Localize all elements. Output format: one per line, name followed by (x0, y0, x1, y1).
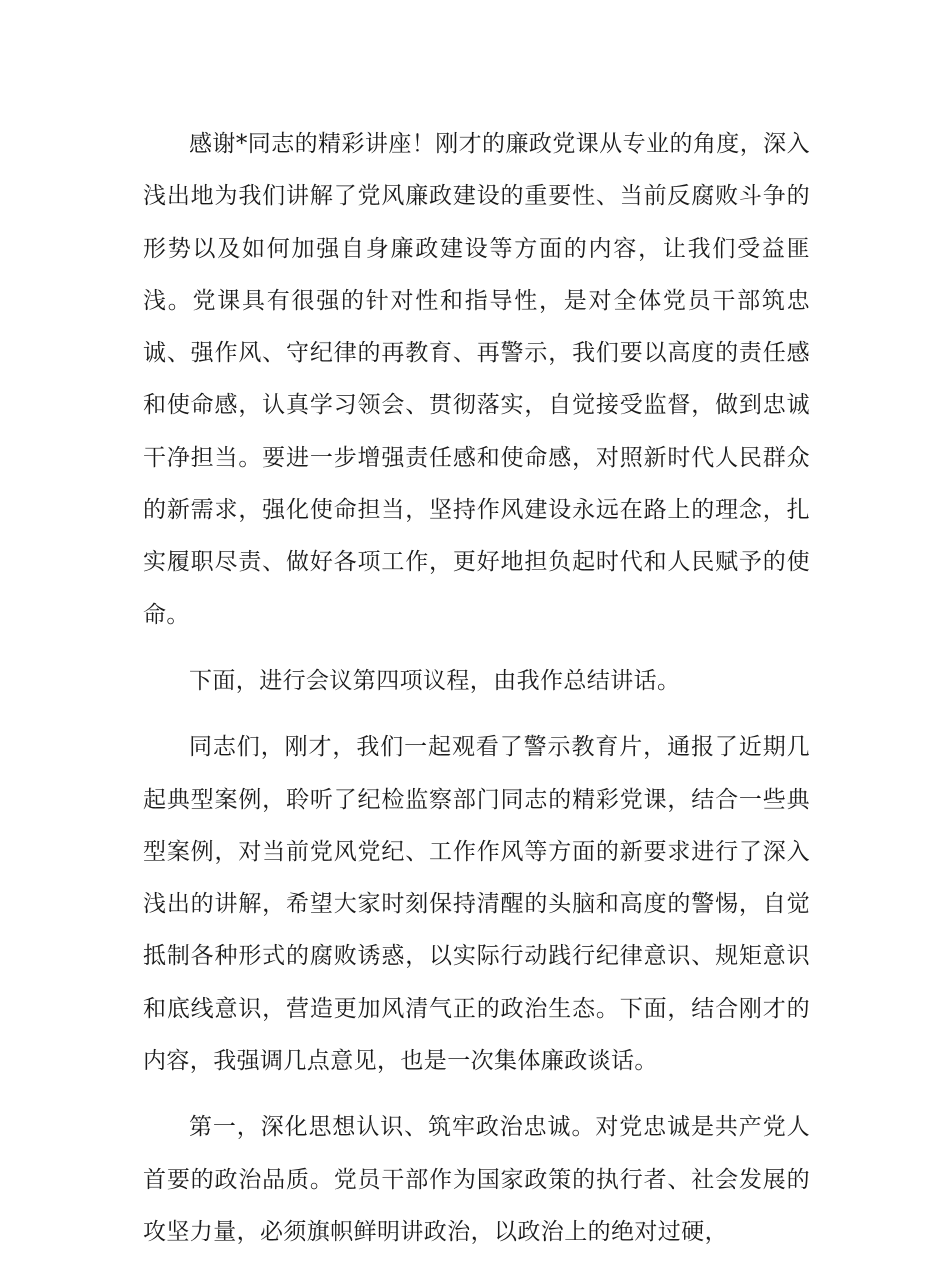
paragraph-thanks: 感谢*同志的精彩讲座！刚才的廉政党课从专业的角度，深入浅出地为我们讲解了党风廉政建设的重要性、当前反腐败斗争的形势以及如何加强自身廉政建设等方面的内容，让我们受益匪浅。党课具有很强的针对性和指导性，是对全体党员干部筑忠诚、强作风、守纪律的再教育、再警示，我们要以高度的责任感和使命感，认真学习领会、贯彻落实，自觉接受监督，做到忠诚干净担当。要进一步增强责任感和使命感，对照新时代人民群众的新需求，强化使命担当，坚持作风建设永远在路上的理念，扎实履职尽责、做好各项工作，更好地担负起时代和人民赋予的使命。 (143, 131, 810, 628)
document-body (143, 118, 810, 1272)
paragraph-first-point: 第一，深化思想认识、筑牢政治忠诚。对党忠诚是共产党人首要的政治品质。党员干部作为国家政策的执行者、社会发展的攻坚力量，必须旗帜鲜明讲政治，以政治上的绝对过硬， (143, 1114, 810, 1245)
paragraph-comrades: 同志们，刚才，我们一起观看了警示教育片，通报了近期几起典型案例，聆听了纪检监察部门同志的精彩党课，结合一些典型案例，对当前党风党纪、工作作风等方面的新要求进行了深入浅出的讲解，希望大家时刻保持清醒的头脑和高度的警惕，自觉抵制各种形式的腐败诱惑，以实际行动践行纪律意识、规矩意识和底线意识，营造更加风清气正的政治生态。下面，结合刚才的内容，我强调几点意见，也是一次集体廉政谈话。 (143, 734, 810, 1075)
paragraph-agenda: 下面，进行会议第四项议程，由我作总结讲话。 (189, 667, 681, 694)
